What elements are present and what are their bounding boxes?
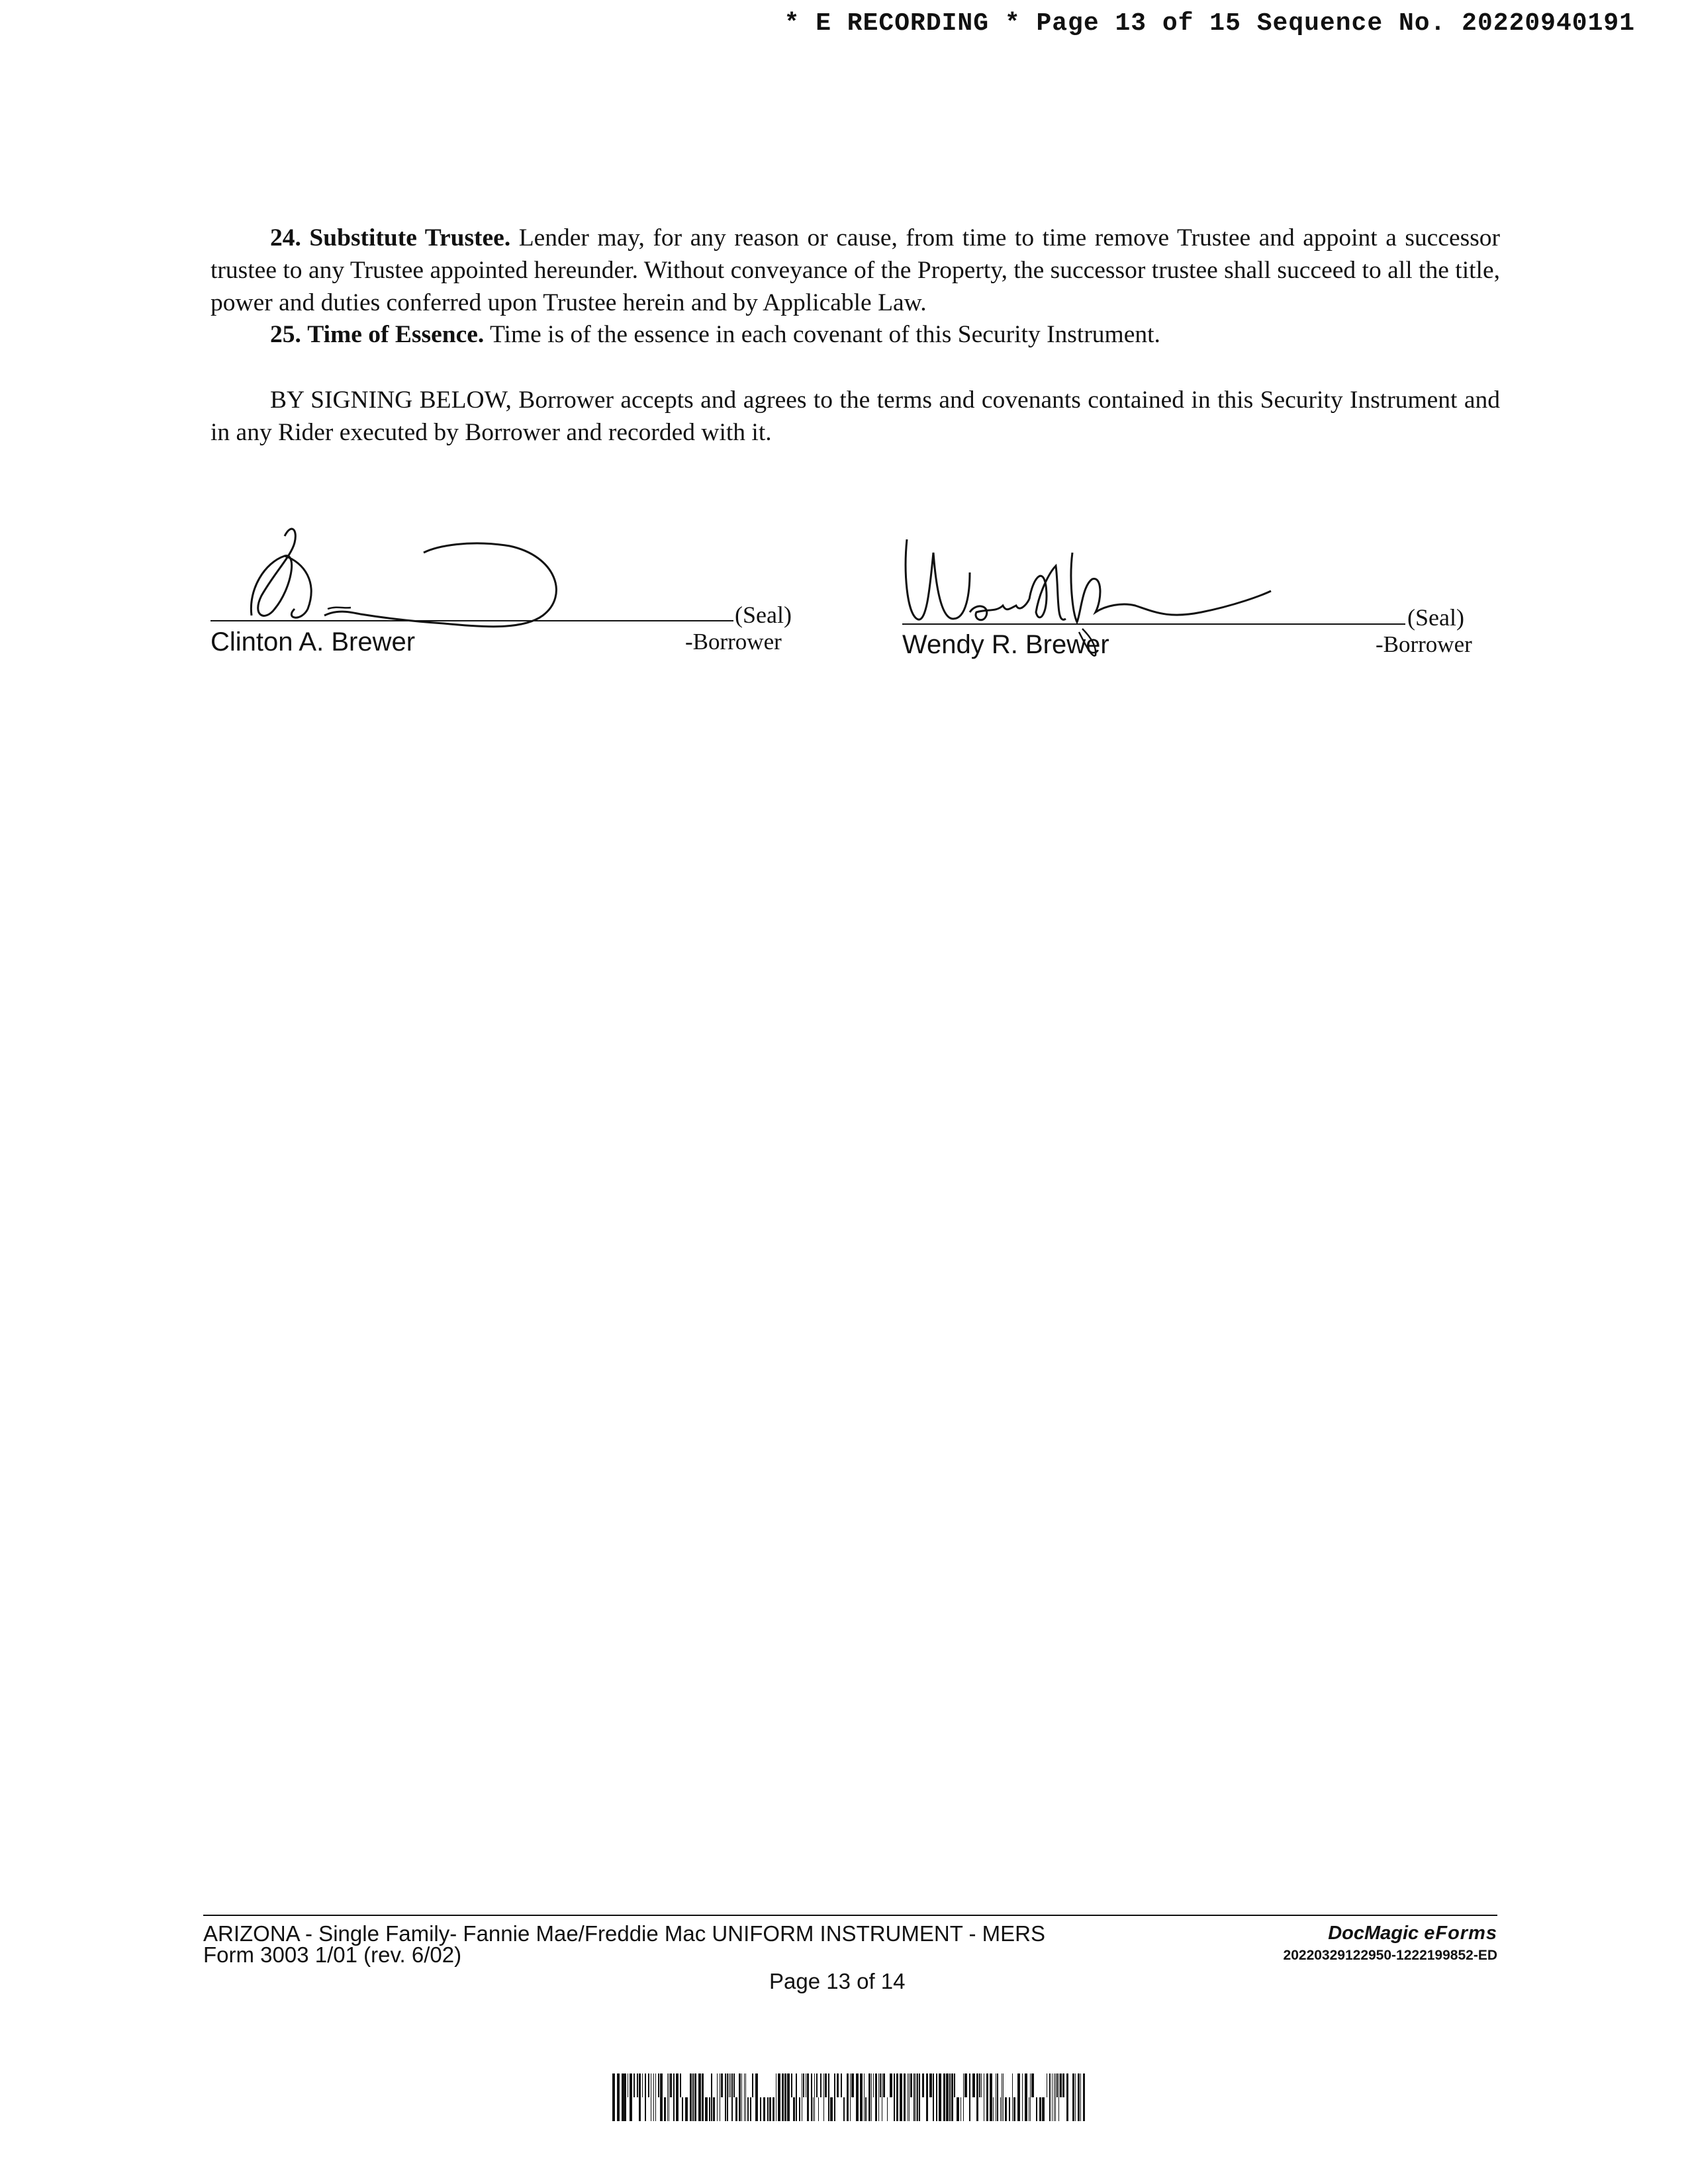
- brand-name: DocMagic: [1328, 1923, 1419, 1944]
- section-text: Lender may, for any reason or cause, from time to time remove Trustee and appoint a successor trustee to any Trustee appointed hereunder. Without conveyance of the Property, the successor trustee shall succeed to all the title, power and duties conferred upon Trustee herein and by Applicable Law.: [211, 224, 1501, 316]
- section-number: 24.: [270, 224, 301, 251]
- signing-statement-text: BY SIGNING BELOW, Borrower accepts and agrees to the terms and covenants contained in this Security Instrument and in any Rider executed by Borrower and recorded with it.: [211, 387, 1500, 446]
- signature-line-wendy: [902, 623, 1405, 625]
- section-title: Substitute Trustee.: [309, 224, 511, 251]
- borrower-role-label: -Borrower: [1376, 631, 1472, 657]
- section-text: Time is of the essence in each covenant of this Security Instrument.: [489, 321, 1160, 348]
- signing-statement: [211, 384, 1500, 449]
- borrower-name-clinton: Clinton A. Brewer: [211, 627, 416, 657]
- form-footer: [203, 1915, 1497, 2015]
- document-code: 20220329122950-1222199852-ED: [1283, 1948, 1497, 1963]
- seal-label: (Seal): [1407, 604, 1464, 631]
- section-24-substitute-trustee: [211, 222, 1500, 319]
- page-number: Page 13 of 14: [769, 1969, 906, 1993]
- form-title: ARIZONA - Single Family- Fannie Mae/Freddie Mac UNIFORM INSTRUMENT - MERS: [203, 1921, 1045, 1946]
- section-25-time-of-essence: [211, 318, 1500, 351]
- borrower-role-label: -Borrower: [685, 629, 782, 655]
- seal-label: (Seal): [735, 602, 792, 628]
- barcode: [612, 2073, 1086, 2121]
- signature-clinton: [245, 516, 589, 635]
- section-number: 25.: [270, 321, 301, 348]
- section-title: Time of Essence.: [307, 321, 485, 348]
- signature-block: [0, 503, 1688, 675]
- signature-line-clinton: [211, 620, 733, 621]
- brand-mark: eForms: [1424, 1923, 1497, 1944]
- form-number: Form 3003 1/01 (rev. 6/02): [203, 1942, 462, 1967]
- docmagic-logo: [1328, 1923, 1497, 1944]
- recording-header: * E RECORDING * Page 13 of 15 Sequence No. 20220940191: [784, 9, 1635, 38]
- borrower-name-wendy: Wendy R. Brewer: [902, 630, 1109, 659]
